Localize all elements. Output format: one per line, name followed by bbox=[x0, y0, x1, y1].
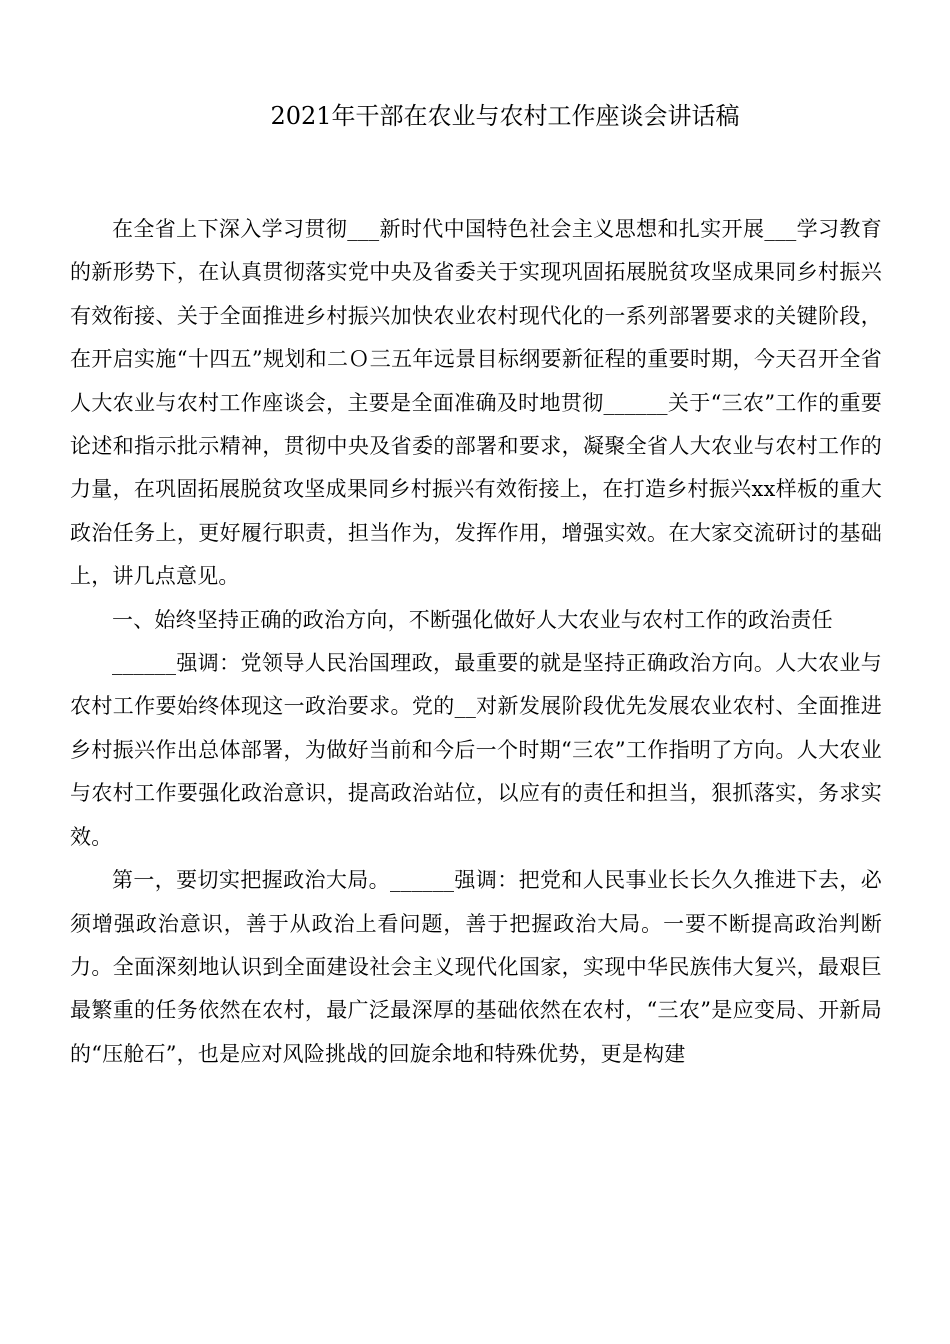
document-body bbox=[70, 208, 882, 1076]
paragraph-first-point: 第一，要切实把握政治大局。______强调：把党和人民事业长长久久推进下去，必须增强政治意识，善于从政治上看问题，善于把握政治大局。一要不断提高政治判断力。全面深刻地认识到全面建设社会主义现代化国家，实现中华民族伟大复兴，最艰巨最繁重的任务依然在农村，最广泛最深厚的基础依然在农村，“三农”是应变局、开新局的“压舱石”，也是应对风险挑战的回旋余地和特殊优势，更是构建 bbox=[70, 868, 882, 1066]
paragraph-intro: 在全省上下深入学习贯彻___新时代中国特色社会主义思想和扎实开展___学习教育的新形势下，在认真贯彻落实党中央及省委关于实现巩固拓展脱贫攻坚成果同乡村振兴有效衔接、关于全面推进乡村振兴加快农业农村现代化的一系列部署要求的关键阶段，在开启实施“十四五”规划和二Ｏ三五年远景目标纲要新征程的重要时期，今天召开全省人大农业与农村工作座谈会，主要是全面准确及时地贯彻______关于“三农”工作的重要论述和指示批示精神，贯彻中央及省委的部署和要求，凝聚全省人大农业与农村工作的力量，在巩固拓展脱贫攻坚成果同乡村振兴有效衔接上，在打造乡村振兴xx样板的重大政治任务上，更好履行职责，担当作为，发挥作用，增强实效。在大家交流研讨的基础上，讲几点意见。 bbox=[70, 217, 882, 589]
document-title: 2021年干部在农业与农村工作座谈会讲话稿 bbox=[270, 102, 740, 130]
paragraph-political-direction: ______强调：党领导人民治国理政，最重要的就是坚持正确政治方向。人大农业与农村工作要始终体现这一政治要求。党的__对新发展阶段优先发展农业农村、全面推进乡村振兴作出总体部署，为做好当前和今后一个时期“三农”工作指明了方向。人大农业与农村工作要强化政治意识，提高政治站位，以应有的责任和担当，狠抓落实，务求实效。 bbox=[70, 651, 882, 849]
section-heading-1: 一、始终坚持正确的政治方向，不断强化做好人大农业与农村工作的政治责任 bbox=[112, 607, 833, 632]
